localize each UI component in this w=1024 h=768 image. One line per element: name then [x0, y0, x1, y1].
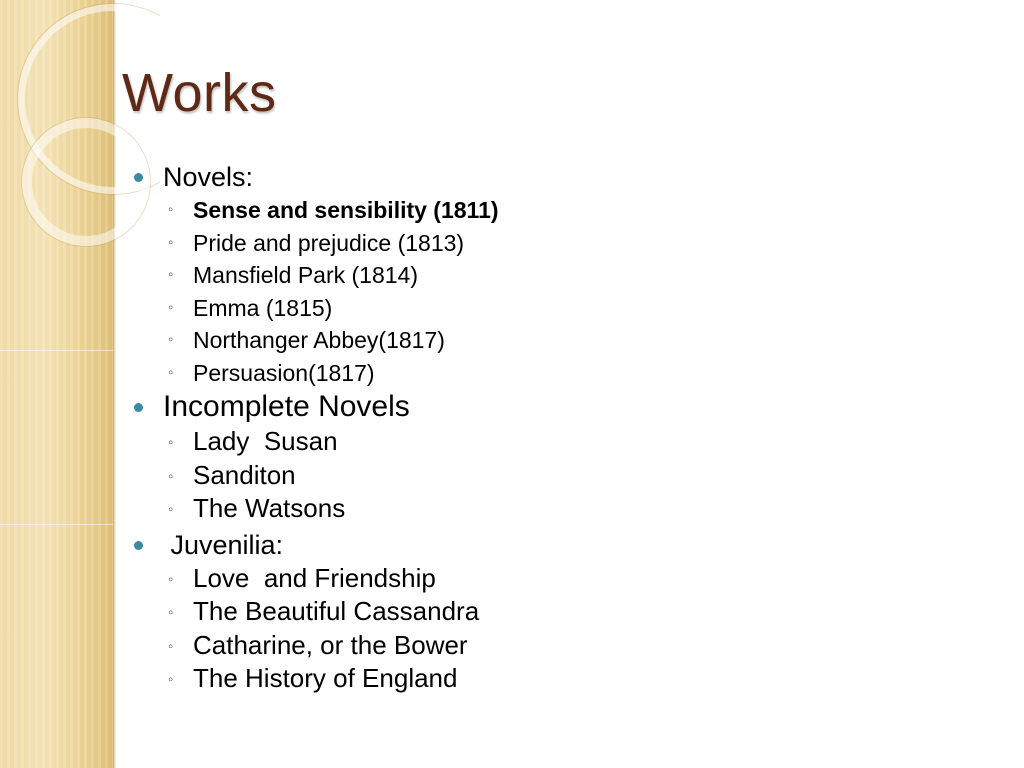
list-item	[132, 292, 992, 325]
section-heading: Juvenilia:	[163, 529, 284, 560]
list-item-label: Mansfield Park (1814)	[193, 262, 418, 288]
filled-circle-bullet-icon	[134, 541, 143, 550]
section-novels	[132, 160, 992, 194]
filled-circle-bullet-icon	[134, 173, 143, 182]
stripe-divider	[0, 350, 113, 351]
hollow-circle-bullet-icon: ◦	[168, 233, 174, 251]
list-item	[132, 425, 992, 459]
hollow-circle-bullet-icon: ◦	[168, 637, 174, 655]
hollow-circle-bullet-icon: ◦	[168, 604, 174, 621]
list-item	[132, 259, 992, 292]
list-item	[132, 662, 992, 696]
filled-circle-bullet-icon	[134, 403, 143, 412]
list-item	[132, 227, 992, 260]
list-item-label: The Beautiful Cassandra	[193, 596, 480, 626]
list-item-label: Sense and sensibility (1811)	[193, 197, 499, 223]
stripe-divider	[0, 524, 113, 525]
hollow-circle-bullet-icon: ◦	[168, 671, 174, 688]
list-item-label: Emma (1815)	[193, 294, 333, 321]
section-incomplete-novels	[132, 389, 992, 425]
small-ring-icon	[22, 118, 150, 246]
section-heading: Incomplete Novels	[163, 390, 410, 423]
list-item-label: The History of England	[193, 663, 458, 693]
list-item	[132, 492, 992, 526]
hollow-circle-bullet-icon: ◦	[168, 201, 174, 218]
section-juvenilia	[132, 528, 992, 562]
list-item-label: Pride and prejudice (1813)	[193, 229, 465, 256]
list-item	[132, 357, 992, 390]
hollow-circle-bullet-icon: ◦	[168, 434, 174, 451]
slide-content	[132, 160, 992, 696]
hollow-circle-bullet-icon: ◦	[168, 570, 174, 588]
list-item-label: The Watsons	[193, 493, 346, 523]
list-item-label: Sanditon	[193, 459, 296, 490]
list-item	[132, 595, 992, 629]
hollow-circle-bullet-icon: ◦	[168, 266, 174, 283]
list-item-label: Catharine, or the Bower	[193, 629, 468, 660]
list-item-label: Love and Friendship	[193, 562, 436, 593]
hollow-circle-bullet-icon: ◦	[168, 501, 174, 518]
list-item	[132, 194, 992, 227]
hollow-circle-bullet-icon: ◦	[168, 298, 174, 316]
list-item-label: Northanger Abbey(1817)	[193, 327, 445, 353]
list-item	[132, 562, 992, 596]
list-item-label: Lady Susan	[193, 426, 338, 456]
hollow-circle-bullet-icon: ◦	[168, 331, 174, 348]
list-item	[132, 629, 992, 663]
slide-title: Works	[122, 63, 277, 123]
list-item	[132, 324, 992, 357]
hollow-circle-bullet-icon: ◦	[168, 467, 174, 485]
list-item-label: Persuasion(1817)	[193, 359, 375, 386]
hollow-circle-bullet-icon: ◦	[168, 363, 174, 381]
list-item	[132, 459, 992, 493]
section-heading: Novels:	[163, 162, 254, 192]
